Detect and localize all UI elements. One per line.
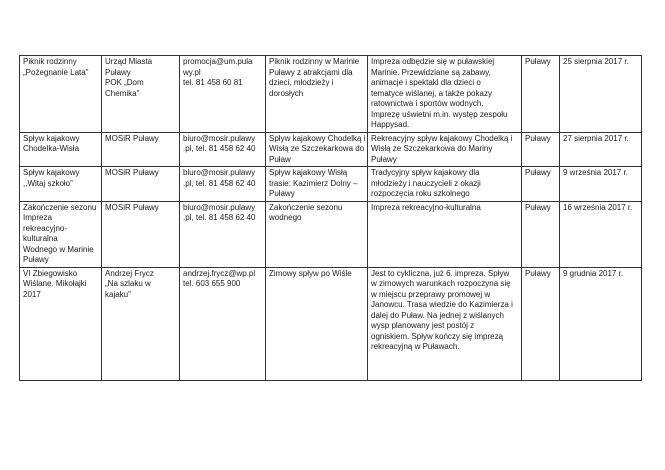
event-name-cell: Spływ kajakowy Chodelka-Wisła — [20, 132, 102, 167]
event-title-cell: Spływ kajakowy Wisłą trasie: Kazimierz Dolny – Puławy — [266, 167, 368, 202]
table-row — [20, 267, 642, 380]
description-cell: Impreza rekreacyjno-kulturalna — [368, 201, 522, 267]
description-cell: Impreza odbędzie się w puławskiej Marinie. Przewidziane są zabawy, animacje i spektakl dla dzieci o tematyce wiślanej, a także pokazy ratownictwa i sportów wodnych. Imprezę uświetni m.in. występ zespołu Happysad. — [368, 56, 522, 133]
organizer-cell: MOSiR Puławy — [102, 167, 180, 202]
place-cell: Puławy — [522, 201, 560, 267]
event-title-cell: Zakończenie sezonu wodnego — [266, 201, 368, 267]
contact-cell: biuro@mosir.pulawy .pl, tel. 81 458 62 40 — [180, 167, 266, 202]
organizer-cell: MOSiR Puławy — [102, 132, 180, 167]
contact-cell: biuro@mosir.pulawy .pl, tel. 81 458 62 40 — [180, 132, 266, 167]
event-title-cell: Spływ kajakowy Chodelką i Wisłą ze Szczekarkowa do Puław — [266, 132, 368, 167]
event-name-cell: Spływ kajakowy ,,Witaj szkoło” — [20, 167, 102, 202]
description-cell: Rekreacyjny spływ kajakowy Chodelką i Wisłą ze Szczekarkowa do Mariny Puławy — [368, 132, 522, 167]
description-cell: Jest to cykliczna, już 6. impreza. Spływ w zimowych warunkach rozpoczyna się w miejscu przeprawy promowej w Janowcu. Trasa wiedzie do Kazimierza i dalej do Puław. Na jednej z wiślanych wysp planowany jest postój z ogniskiem. Spływ kończy się imprezą rekreacyjną w Puławach. — [368, 267, 522, 380]
table-row — [20, 132, 642, 167]
table-row — [20, 201, 642, 267]
event-name-cell: VI Zbiegowisko Wiślane. Mikołajki 2017 — [20, 267, 102, 380]
contact-cell: andrzej.frycz@wp.pl tel. 603 655 900 — [180, 267, 266, 380]
event-title-cell: Zimowy spływ po Wiśle — [266, 267, 368, 380]
place-cell: Puławy — [522, 167, 560, 202]
contact-cell: promocja@um.pula wy.pl tel. 81 458 60 81 — [180, 56, 266, 133]
contact-cell: biuro@mosir.pulawy .pl, tel. 81 458 62 40 — [180, 201, 266, 267]
place-cell: Puławy — [522, 132, 560, 167]
date-cell: 9 grudnia 2017 r. — [560, 267, 642, 380]
date-cell: 9 września 2017 r. — [560, 167, 642, 202]
date-cell: 16 września 2017 r. — [560, 201, 642, 267]
description-cell: Tradycyjny spływ kajakowy dla młodzieży i nauczycieli z okazji rozpoczęcia roku szkolnego — [368, 167, 522, 202]
event-title-cell: Piknik rodzinny w Marinie Puławy z atrakcjami dla dzieci, młodzieży i dorosłych — [266, 56, 368, 133]
organizer-cell: MOSiR Puławy — [102, 201, 180, 267]
organizer-cell: Andrzej Frycz „Na szlaku w kajaku” — [102, 267, 180, 380]
event-name-cell: Piknik rodzinny „Pożegnanie Lata” — [20, 56, 102, 133]
table-row — [20, 56, 642, 133]
events-table — [19, 55, 642, 381]
table-row — [20, 167, 642, 202]
event-name-cell: Zakończenie sezonu Impreza rekreacyjno- kulturalna Wodnego w Marinie Puławy — [20, 201, 102, 267]
place-cell: Puławy — [522, 267, 560, 380]
date-cell: 27 sierpnia 2017 r. — [560, 132, 642, 167]
place-cell: Puławy — [522, 56, 560, 133]
organizer-cell: Urząd Miasta Puławy POK „Dom Chemika” — [102, 56, 180, 133]
date-cell: 25 sierpnia 2017 r. — [560, 56, 642, 133]
